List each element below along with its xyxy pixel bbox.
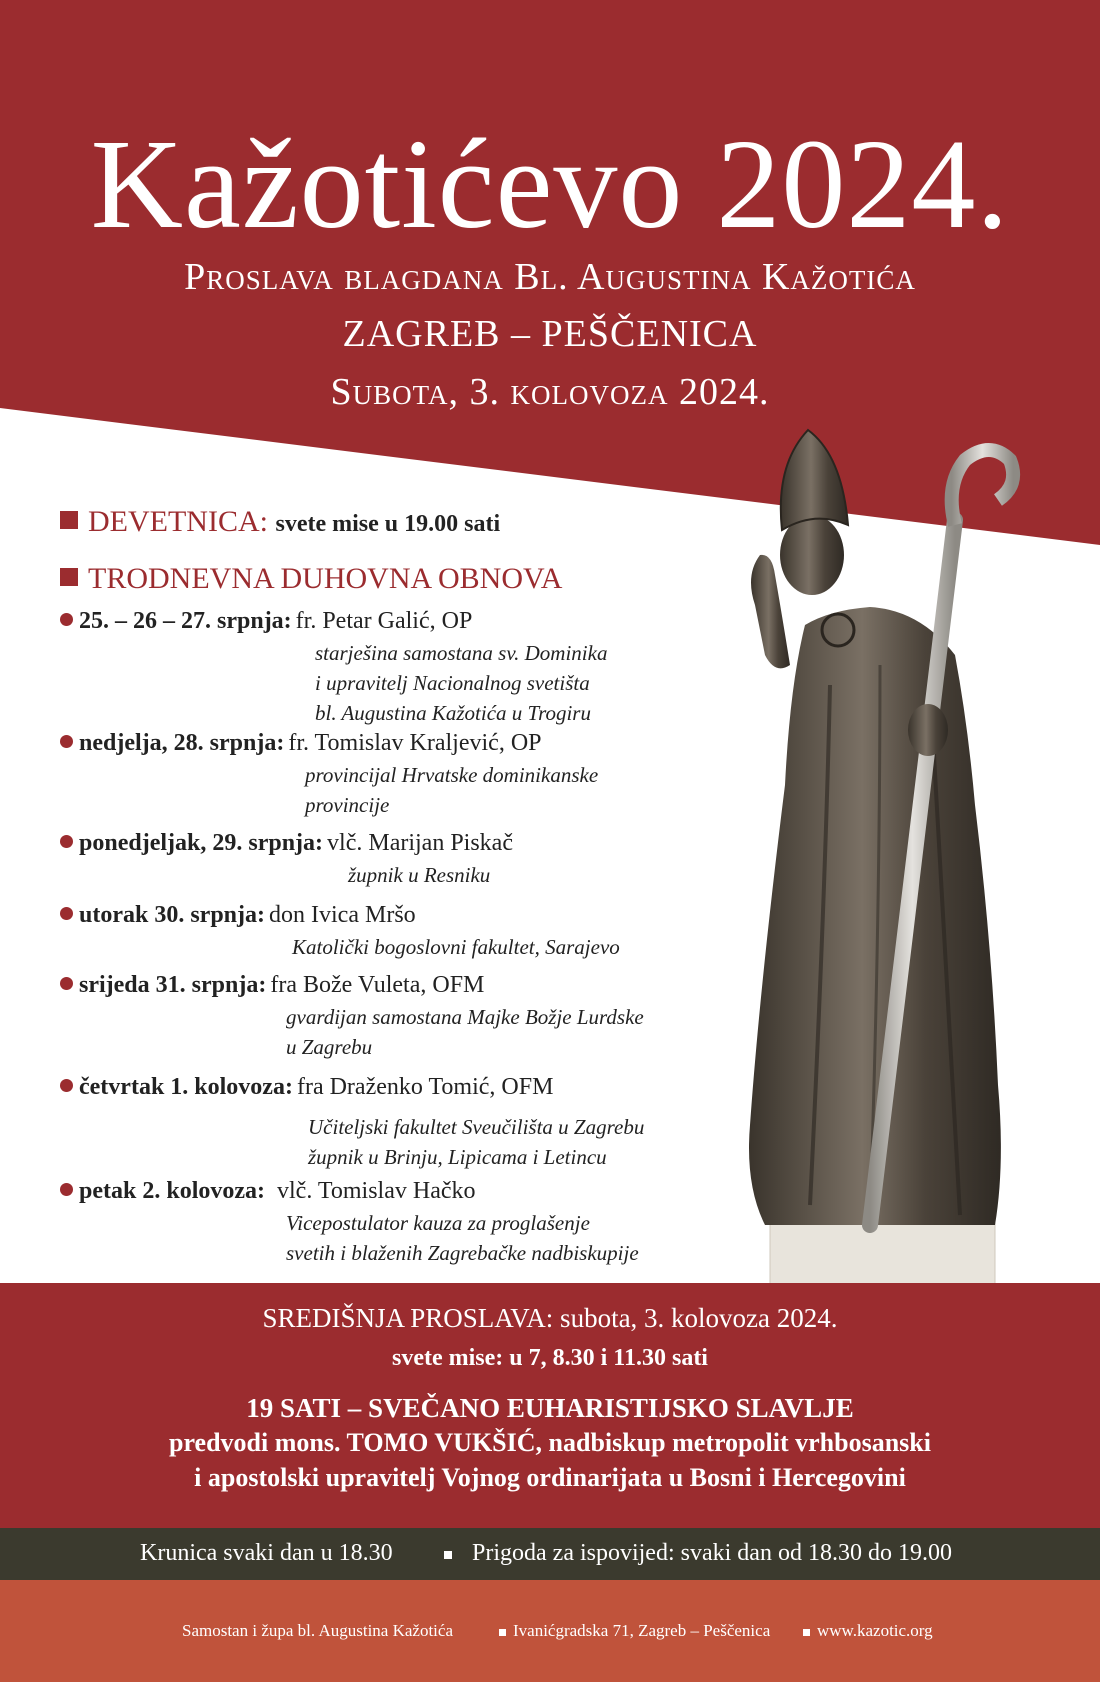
schedule-item bbox=[60, 730, 599, 817]
schedule-role: Vicepostulator kauza za proglašenje bbox=[286, 1211, 590, 1235]
schedule-speaker: fr. Tomislav Kraljević, OP bbox=[288, 730, 542, 756]
schedule-role: i upravitelj Nacionalnog svetišta bbox=[315, 671, 590, 695]
central-celebration-panel bbox=[0, 1283, 1100, 1528]
schedule-role: bl. Augustina Kažotića u Trogiru bbox=[315, 701, 591, 725]
schedule-date: petak 2. kolovoza: bbox=[79, 1178, 265, 1204]
schedule-item bbox=[60, 1178, 639, 1265]
dot-bullet-icon bbox=[60, 1183, 73, 1196]
devetnica-label: DEVETNICA: bbox=[88, 505, 268, 538]
schedule-speaker: fra Draženko Tomić, OFM bbox=[296, 1074, 554, 1100]
schedule-item bbox=[60, 608, 608, 725]
dot-bullet-icon bbox=[60, 977, 73, 990]
schedule-item bbox=[60, 902, 620, 959]
footer-address: Ivanićgradska 71, Zagreb – Peščenica bbox=[513, 1621, 771, 1640]
footer-website-link[interactable]: www.kazotic.org bbox=[817, 1621, 933, 1640]
page-title: Kažotićevo 2024. bbox=[90, 113, 1010, 255]
schedule-speaker: fr. Petar Galić, OP bbox=[295, 608, 473, 634]
schedule-date: 25. – 26 – 27. srpnja: bbox=[79, 608, 292, 634]
info-bar bbox=[0, 1528, 1100, 1580]
schedule-item bbox=[60, 830, 513, 887]
central-masses: svete mise: u 7, 8.30 i 11.30 sati bbox=[392, 1345, 708, 1371]
dot-bullet-icon bbox=[60, 735, 73, 748]
dot-bullet-icon bbox=[60, 1079, 73, 1092]
schedule-date: četvrtak 1. kolovoza: bbox=[79, 1074, 293, 1100]
footer bbox=[0, 1580, 1100, 1682]
schedule-speaker: vlč. Marijan Piskač bbox=[327, 830, 513, 856]
schedule-speaker: don Ivica Mršo bbox=[269, 902, 416, 928]
central-heading: SREDIŠNJA PROSLAVA: subota, 3. kolovoza 2024. bbox=[262, 1303, 838, 1333]
footer-parish: Samostan i župa bl. Augustina Kažotića bbox=[182, 1621, 453, 1640]
square-separator-icon bbox=[499, 1629, 506, 1636]
schedule-date: utorak 30. srpnja: bbox=[79, 902, 266, 928]
schedule-role: župnik u Resniku bbox=[348, 863, 491, 887]
central-mass-title: 19 SATI – SVEČANO EUHARISTIJSKO SLAVLJE bbox=[246, 1393, 854, 1423]
devetnica-heading bbox=[60, 505, 500, 539]
schedule-item bbox=[60, 972, 644, 1059]
trodnevna-heading bbox=[60, 562, 562, 596]
schedule-role: starješina samostana sv. Dominika bbox=[315, 641, 608, 665]
confession-info: Prigoda za ispovijed: svaki dan od 18.30 do 19.00 bbox=[472, 1540, 952, 1566]
schedule-role: gvardijan samostana Majke Božje Lurdske bbox=[286, 1005, 644, 1029]
schedule-role: provincije bbox=[305, 793, 390, 817]
subtitle-location: ZAGREB – PEŠČENICA bbox=[342, 313, 758, 355]
central-presider: predvodi mons. TOMO VUKŠIĆ, nadbiskup metropolit vrhbosanski bbox=[169, 1428, 931, 1457]
schedule-speaker: vlč. Tomislav Hačko bbox=[277, 1178, 476, 1204]
schedule-item bbox=[60, 1074, 645, 1169]
schedule-role: župnik u Brinju, Lipicama i Letincu bbox=[308, 1145, 607, 1169]
schedule-date: nedjelja, 28. srpnja: bbox=[79, 730, 285, 756]
dot-bullet-icon bbox=[60, 835, 73, 848]
subtitle-feast: Proslava blagdana Bl. Augustina Kažotića bbox=[184, 256, 916, 298]
subtitle-date: Subota, 3. kolovoza 2024. bbox=[330, 371, 770, 413]
square-separator-icon bbox=[803, 1629, 810, 1636]
central-presider-role: i apostolski upravitelj Vojnog ordinarijata u Bosni i Hercegovini bbox=[194, 1463, 906, 1492]
bishop-statue-image bbox=[730, 425, 1070, 1285]
schedule-role: u Zagrebu bbox=[286, 1035, 373, 1059]
dot-bullet-icon bbox=[60, 613, 73, 626]
trodnevna-label: TRODNEVNA DUHOVNA OBNOVA bbox=[88, 562, 563, 595]
square-bullet-icon bbox=[60, 511, 78, 529]
square-bullet-icon bbox=[60, 568, 78, 586]
dot-bullet-icon bbox=[60, 907, 73, 920]
schedule-date: srijeda 31. srpnja: bbox=[79, 972, 267, 998]
rosary-info: Krunica svaki dan u 18.30 bbox=[140, 1540, 393, 1566]
schedule-role: Učiteljski fakultet Sveučilišta u Zagrebu bbox=[308, 1115, 645, 1139]
schedule-role: Katolički bogoslovni fakultet, Sarajevo bbox=[292, 935, 620, 959]
schedule-speaker: fra Bože Vuleta, OFM bbox=[270, 972, 485, 998]
square-separator-icon bbox=[444, 1551, 452, 1559]
schedule-date: ponedjeljak, 29. srpnja: bbox=[79, 830, 324, 856]
schedule-role: svetih i blaženih Zagrebačke nadbiskupije bbox=[286, 1241, 639, 1265]
schedule-role: provincijal Hrvatske dominikanske bbox=[305, 763, 599, 787]
devetnica-text: svete mise u 19.00 sati bbox=[275, 511, 501, 537]
